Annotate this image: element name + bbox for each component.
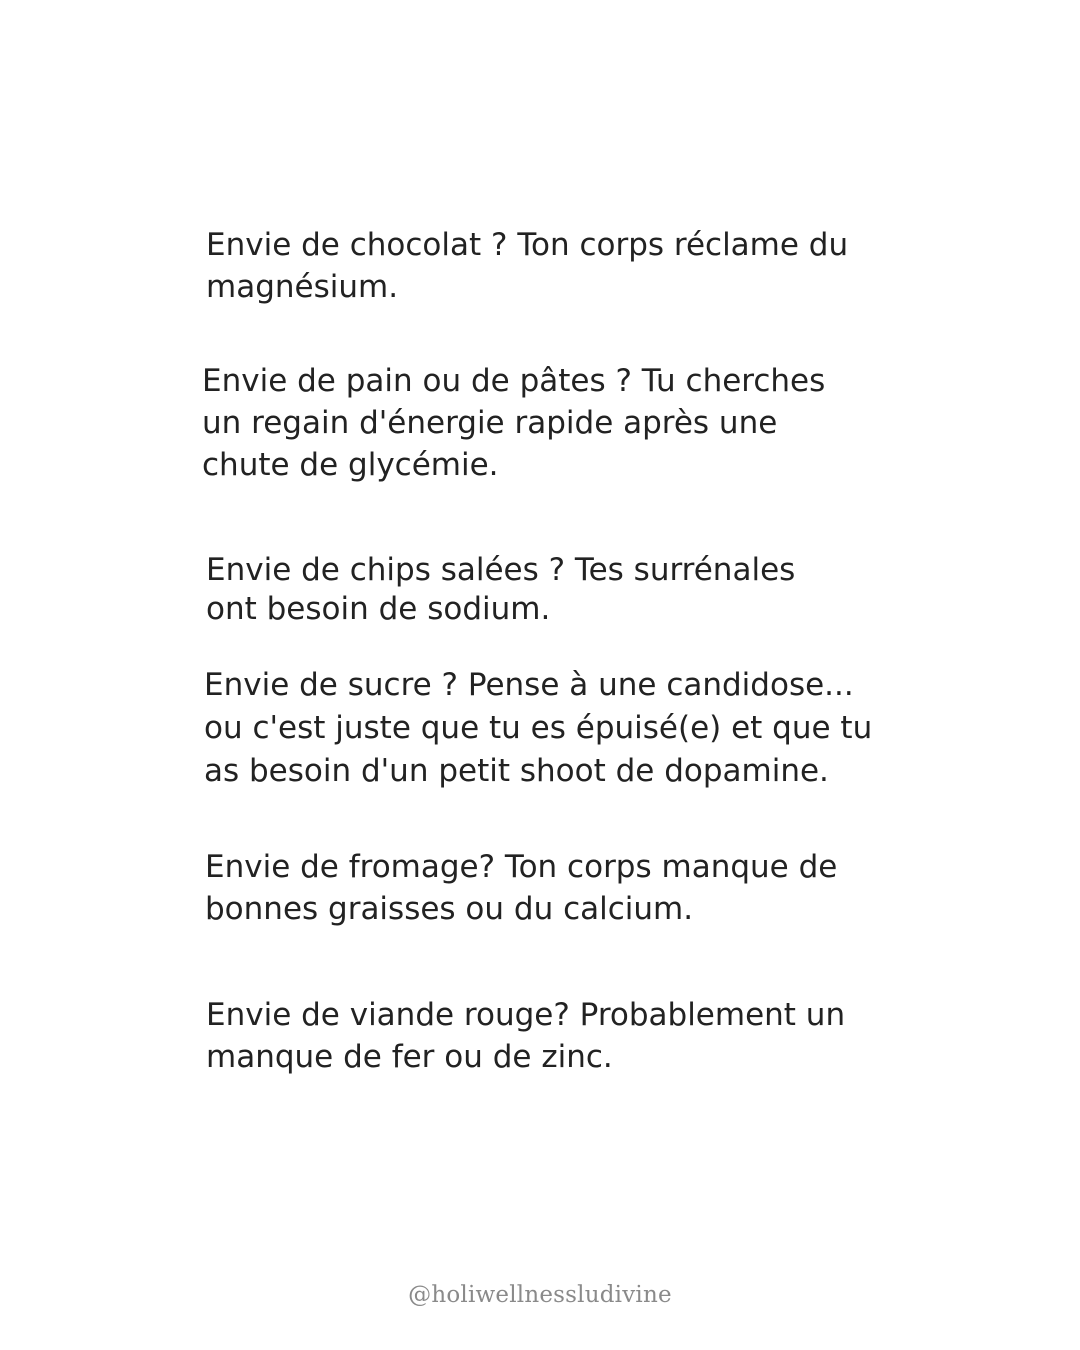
text-line: Envie de chips salées ? Tes surrénales <box>206 552 796 588</box>
craving-chocolate-text <box>206 224 848 308</box>
text-line: Envie de fromage? Ton corps manque de <box>205 849 838 885</box>
text-line: ou c'est juste que tu es épuisé(e) et que tu <box>204 710 873 746</box>
text-line: ont besoin de sodium. <box>206 591 551 627</box>
text-line: magnésium. <box>206 269 399 305</box>
craving-cheese-text <box>205 846 837 930</box>
text-line: manque de fer ou de zinc. <box>206 1039 613 1075</box>
craving-salty-chips-text <box>206 551 795 629</box>
craving-red-meat-text <box>206 994 845 1078</box>
text-line: chute de glycémie. <box>202 447 499 483</box>
text-line: bonnes graisses ou du calcium. <box>205 891 694 927</box>
text-line: Envie de pain ou de pâtes ? Tu cherches <box>202 363 826 399</box>
instagram-handle: @holiwellnessludivine <box>408 1282 672 1308</box>
text-line: as besoin d'un petit shoot de dopamine. <box>204 753 829 789</box>
text-line: un regain d'énergie rapide après une <box>202 405 778 441</box>
craving-bread-pasta-text <box>202 360 825 486</box>
text-line: Envie de chocolat ? Ton corps réclame du <box>206 227 849 263</box>
text-line: Envie de viande rouge? Probablement un <box>206 997 846 1033</box>
craving-sugar-text <box>204 664 872 793</box>
text-line: Envie de sucre ? Pense à une candidose... <box>204 667 854 703</box>
